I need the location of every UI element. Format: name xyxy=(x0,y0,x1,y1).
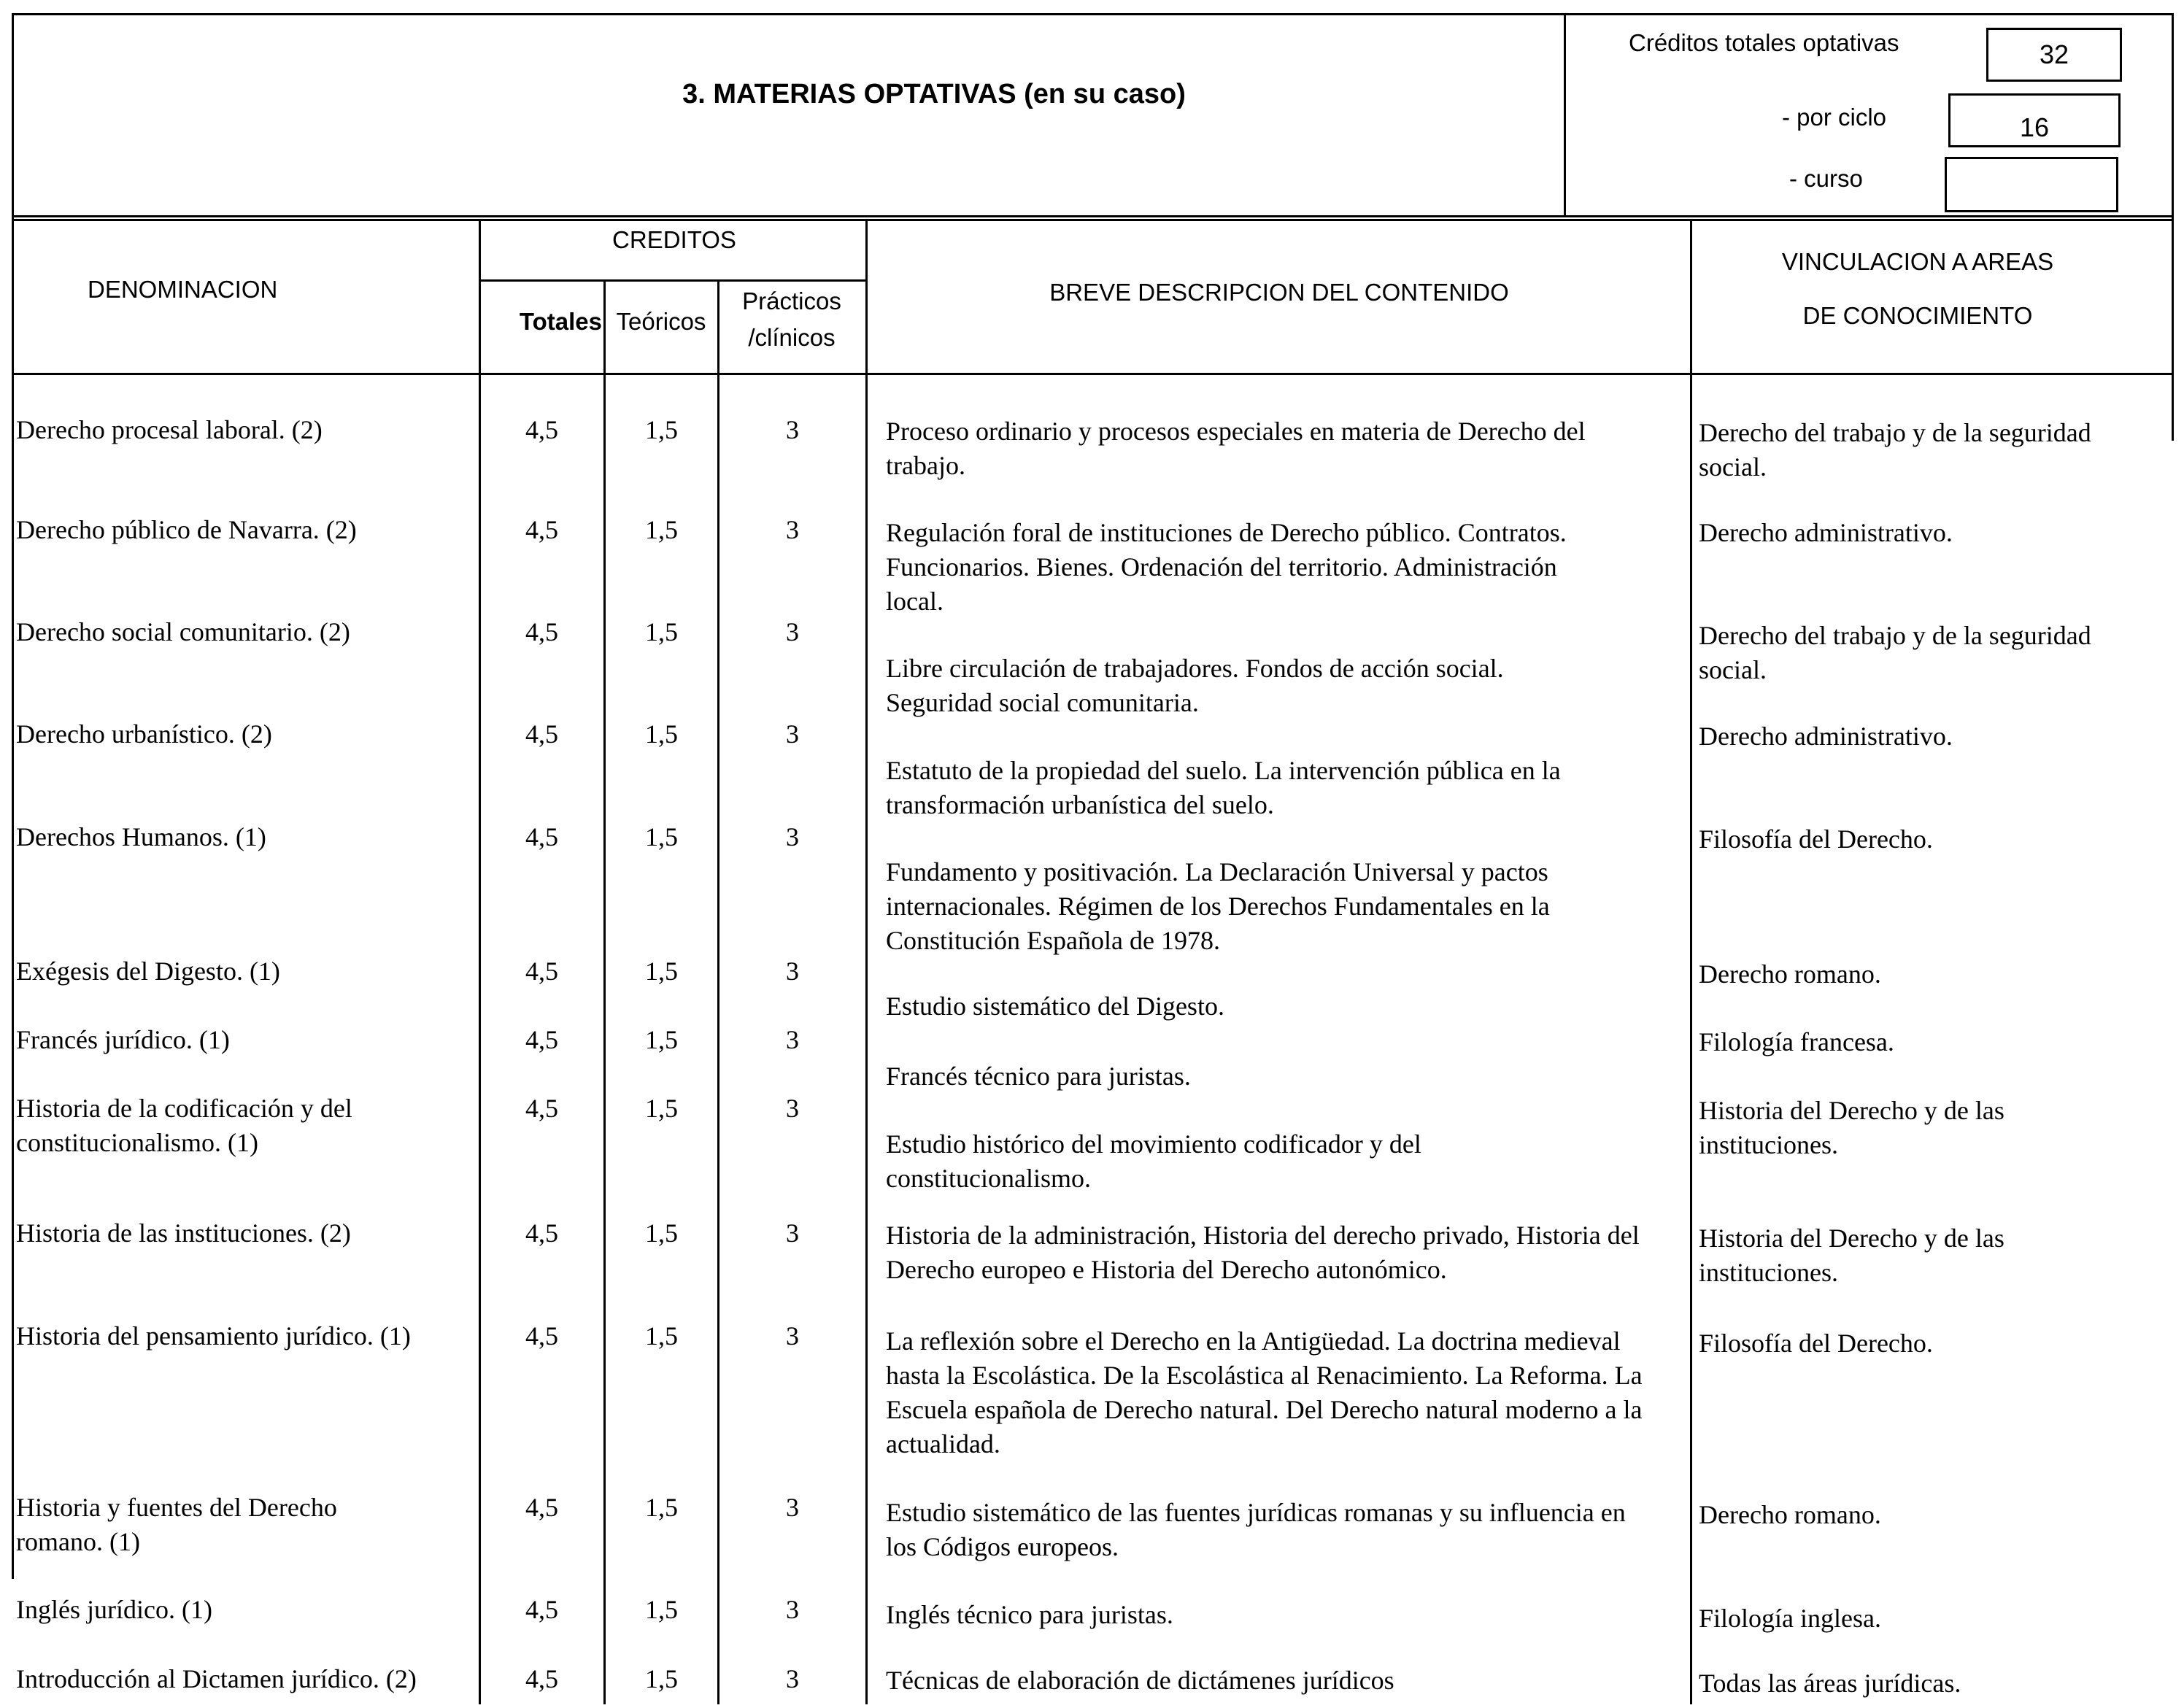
row-area: Filosofía del Derecho. xyxy=(1699,1329,1933,1358)
row-descripcion: Historia de la administración, Historia del derecho privado, Historia del Derecho europeo e Historia del Derecho autonómico. xyxy=(886,1221,1640,1284)
row-name: Derecho procesal laboral. (2) xyxy=(16,415,323,444)
row-area: Filosofía del Derecho. xyxy=(1699,824,1933,854)
col-teoricos: Teóricos xyxy=(616,308,706,335)
row-practicos: 3 xyxy=(786,719,799,749)
credits-total-box: 32 xyxy=(1986,28,2122,82)
col-denominacion: DENOMINACION xyxy=(88,276,278,303)
row-name: Francés jurídico. (1) xyxy=(16,1025,230,1054)
row-teoricos: 1,5 xyxy=(645,1218,678,1248)
row-descripcion: Fundamento y positivación. La Declaración Universal y pactos internacionales. Régimen de los Derechos Fundamentales en la Constitución Española de 1978. xyxy=(886,857,1550,955)
row-teoricos: 1,5 xyxy=(645,617,678,646)
row-totales: 4,5 xyxy=(525,1025,558,1054)
col-vinculacion-2: DE CONOCIMIENTO xyxy=(1802,302,2033,329)
row-descripcion: Técnicas de elaboración de dictámenes jurídicos xyxy=(886,1666,1394,1695)
row-area: Filología inglesa. xyxy=(1699,1604,1881,1633)
row-descripcion: Proceso ordinario y procesos especiales en materia de Derecho del trabajo. xyxy=(886,417,1586,480)
per-cycle-label: - por ciclo xyxy=(1782,104,1887,131)
row-totales: 4,5 xyxy=(525,957,558,986)
per-cycle-box: 16 xyxy=(1948,93,2121,147)
row-descripcion: Francés técnico para juristas. xyxy=(886,1062,1191,1091)
row-teoricos: 1,5 xyxy=(645,957,678,986)
row-totales: 4,5 xyxy=(525,1493,558,1522)
col-totales: Totales xyxy=(519,308,602,335)
row-area: Filología francesa. xyxy=(1699,1027,1894,1056)
row-totales: 4,5 xyxy=(525,617,558,646)
row-area: Derecho romano. xyxy=(1699,959,1881,989)
row-teoricos: 1,5 xyxy=(645,1025,678,1054)
row-descripcion: Estudio sistemático de las fuentes jurídicas romanas y su influencia en los Códigos europeos. xyxy=(886,1498,1626,1561)
row-teoricos: 1,5 xyxy=(645,515,678,544)
row-totales: 4,5 xyxy=(525,1218,558,1248)
course-box xyxy=(1945,157,2118,212)
row-totales: 4,5 xyxy=(525,1664,558,1693)
row-name: Derecho social comunitario. (2) xyxy=(16,617,350,646)
row-name: Exégesis del Digesto. (1) xyxy=(16,957,280,986)
row-descripcion: Inglés técnico para juristas. xyxy=(886,1600,1173,1629)
row-practicos: 3 xyxy=(786,822,799,851)
row-totales: 4,5 xyxy=(525,1595,558,1624)
row-teoricos: 1,5 xyxy=(645,1094,678,1123)
row-descripcion: Regulación foral de instituciones de Derecho público. Contratos. Funcionarios. Bienes. Ordenación del territorio. Administración local. xyxy=(886,518,1567,616)
row-teoricos: 1,5 xyxy=(645,1595,678,1624)
row-area: Derecho administrativo. xyxy=(1699,518,1953,547)
col-creditos: CREDITOS xyxy=(612,226,736,253)
row-practicos: 3 xyxy=(786,1595,799,1624)
credits-total-label: Créditos totales optativas xyxy=(1629,29,1899,56)
row-practicos: 3 xyxy=(786,1218,799,1248)
row-teoricos: 1,5 xyxy=(645,719,678,749)
row-totales: 4,5 xyxy=(525,515,558,544)
col-practicos-2: /clínicos xyxy=(748,324,836,351)
row-name: Introducción al Dictamen jurídico. (2) xyxy=(16,1664,417,1693)
row-name: Historia y fuentes del Derecho romano. (1) xyxy=(16,1493,337,1556)
row-area: Derecho administrativo. xyxy=(1699,722,1953,751)
row-area: Historia del Derecho y de las instituciones. xyxy=(1699,1224,2004,1287)
row-name: Historia de las instituciones. (2) xyxy=(16,1218,351,1248)
row-descripcion: Estudio sistemático del Digesto. xyxy=(886,992,1224,1021)
row-descripcion: Estatuto de la propiedad del suelo. La intervención pública en la transformación urbanística del suelo. xyxy=(886,756,1561,819)
row-practicos: 3 xyxy=(786,1321,799,1350)
row-teoricos: 1,5 xyxy=(645,822,678,851)
row-practicos: 3 xyxy=(786,957,799,986)
row-area: Derecho romano. xyxy=(1699,1500,1881,1529)
row-descripcion: Estudio histórico del movimiento codificador y del constitucionalismo. xyxy=(886,1129,1421,1193)
row-teoricos: 1,5 xyxy=(645,415,678,444)
course-label: - curso xyxy=(1789,165,1863,192)
col-practicos-1: Prácticos xyxy=(742,287,841,314)
row-practicos: 3 xyxy=(786,1025,799,1054)
row-practicos: 3 xyxy=(786,515,799,544)
row-teoricos: 1,5 xyxy=(645,1664,678,1693)
col-vinculacion-1: VINCULACION A AREAS xyxy=(1781,248,2054,275)
row-area: Derecho del trabajo y de la seguridad social. xyxy=(1699,418,2091,482)
row-totales: 4,5 xyxy=(525,1321,558,1350)
row-practicos: 3 xyxy=(786,415,799,444)
page-title: 3. MATERIAS OPTATIVAS (en su caso) xyxy=(682,79,1186,109)
row-descripcion: Libre circulación de trabajadores. Fondos de acción social. Seguridad social comunitaria. xyxy=(886,654,1504,717)
col-descripcion: BREVE DESCRIPCION DEL CONTENIDO xyxy=(1049,279,1509,306)
row-practicos: 3 xyxy=(786,1493,799,1522)
row-practicos: 3 xyxy=(786,1094,799,1123)
row-name: Derechos Humanos. (1) xyxy=(16,822,266,851)
row-area: Historia del Derecho y de las instituciones. xyxy=(1699,1096,2004,1159)
row-area: Todas las áreas jurídicas. xyxy=(1699,1669,1961,1698)
row-totales: 4,5 xyxy=(525,719,558,749)
row-name: Inglés jurídico. (1) xyxy=(16,1595,212,1624)
row-totales: 4,5 xyxy=(525,415,558,444)
row-practicos: 3 xyxy=(786,617,799,646)
row-totales: 4,5 xyxy=(525,1094,558,1123)
row-teoricos: 1,5 xyxy=(645,1493,678,1522)
row-name: Derecho público de Navarra. (2) xyxy=(16,515,357,544)
row-totales: 4,5 xyxy=(525,822,558,851)
row-practicos: 3 xyxy=(786,1664,799,1693)
row-name: Historia del pensamiento jurídico. (1) xyxy=(16,1321,411,1350)
row-descripcion: La reflexión sobre el Derecho en la Antigüedad. La doctrina medieval hasta la Escolástica. De la Escolástica al Renacimiento. La Reforma. La Escuela española de Derecho natural. Del Derecho natural moderno a la actualidad. xyxy=(886,1326,1643,1458)
row-teoricos: 1,5 xyxy=(645,1321,678,1350)
row-name: Historia de la codificación y del constitucionalismo. (1) xyxy=(16,1094,352,1157)
row-area: Derecho del trabajo y de la seguridad social. xyxy=(1699,621,2091,684)
row-name: Derecho urbanístico. (2) xyxy=(16,719,272,749)
